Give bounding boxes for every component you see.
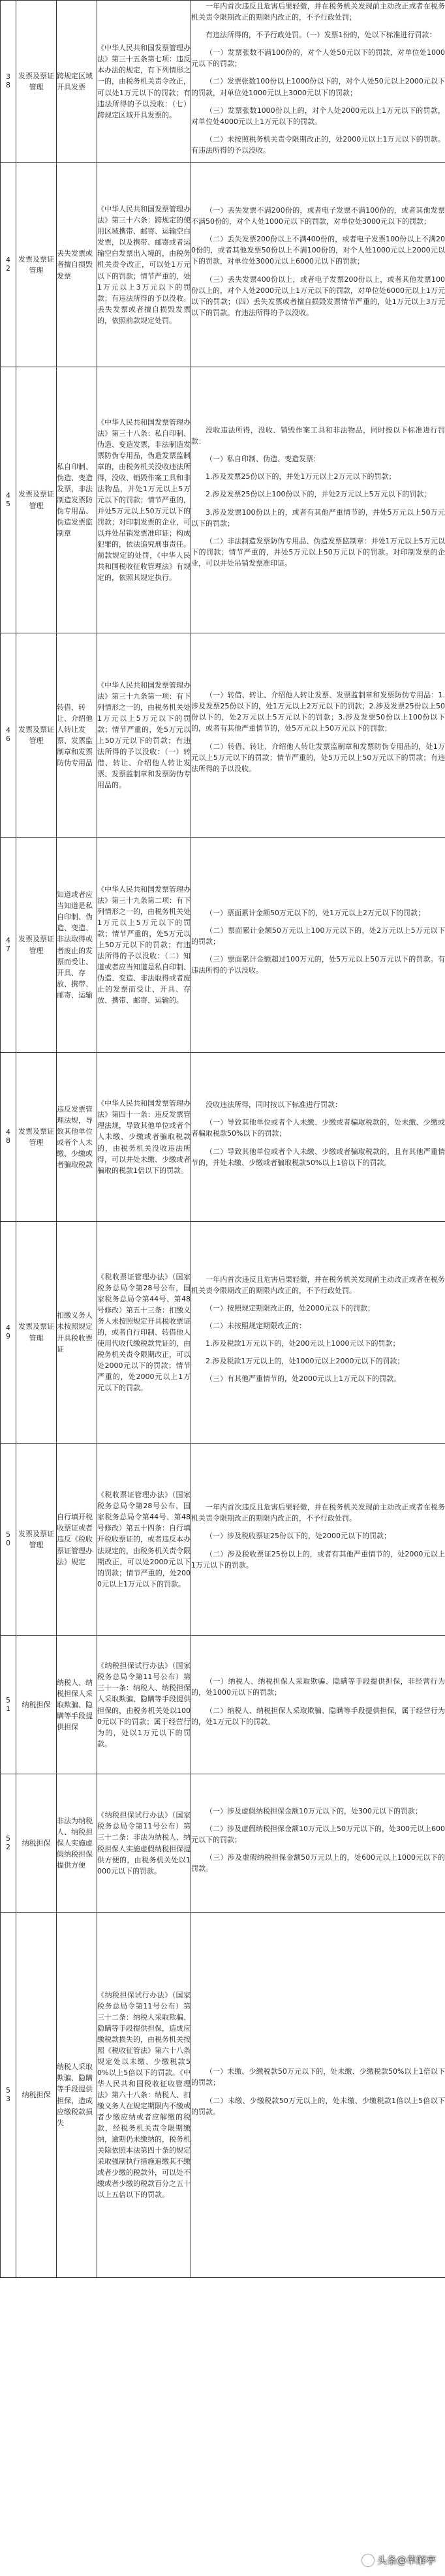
legal-basis-text: 《中华人民共和国发票管理办法》第三十八条：私自印制、伪造、变造发票，非法制造发票防伪专用品，伪造发票监制章的，由税务机关没收违法所得，没收、销毁作案工具和非法物品，并处1万元以上5万元以下的罚款；情节严重的，并处5万元以上50万元以下的罚款；对印制发票的企业，可以并处吊销发票准印证；构成犯罪的，依法追究刑事责任。前款规定的处罚，《中华人民共和国税收征收管理法》有规定的，依照其规定执行。: [97, 417, 191, 583]
table-body: [1, 1, 445, 2278]
row-number: [1, 727, 16, 743]
standard-paragraph: 3.涉及发票100份以上的，或者有其他严重情节的，并处5万元以上50万元以下的罚款；: [191, 508, 445, 528]
standard-paragraph: 一年内首次违反且危害后果轻微，并在税务机关发现前主动改正或者在税务机关责令限期改正的期限内改正的，不予行政处罚。: [191, 1503, 445, 1523]
row-number-digit: 8: [6, 81, 10, 89]
legal-basis-cell: [97, 1, 191, 163]
table-row: [1, 1444, 445, 1636]
legal-basis-cell: [97, 367, 191, 633]
standard-paragraph: （一）私自印制、伪造、变造发票：: [206, 455, 320, 464]
legal-basis-cell: [97, 838, 191, 1053]
violation-cell: 自行填开税收票证或者违反《税收票证管理办法》规定: [57, 1444, 97, 1636]
standard-paragraph: （一）票面累计金额50万元以下的，处1万元以上2万元以下的罚款；: [206, 908, 425, 917]
row-number: [1, 256, 16, 273]
legal-basis-text: 《中华人民共和国发票管理办法》第三十九条第二项：有下列情形之一的，由税务机关处1万元以上5万元以下的罚款；情节严重的，处5万元以上50万元以下的罚款；有违法所得的予以没收：（二）知道或者应当知道是私自印制、伪造、变造、非法取得或者废止的发票而受让、开具、存放、携带、邮寄、运输的。: [97, 885, 191, 1005]
violation-cell: 知道或者应当知道是私自印制、伪造、变造、非法取得或者废止的发票而受让、开具、存放、携带、邮寄、运输: [57, 838, 97, 1053]
row-number-cell: [1, 1774, 16, 1913]
row-number-cell: [1, 1053, 16, 1222]
legal-basis-text: 《中华人民共和国发票管理办法》第三十九条第一项：有下列情形之一的，由税务机关处1万元以上5万元以下的罚款；情节严重的，处5万元以上50万元以下的罚款；有违法所得的予以没收：（一）转借、转让、介绍他人转让发票、发票监制章和发票防伪专用品的。: [97, 680, 191, 790]
legal-basis-text: 《中华人民共和国发票管理办法》第四十一条：违反发票管理法规，导致其他单位或者个人未缴、少缴或者骗取税款的，由税务机关没收违法所得，可以并处未缴、少缴或者骗取的税款1倍以下的罚款。: [97, 1099, 191, 1175]
type-cell: 纳税担保: [16, 1636, 57, 1774]
standard-paragraph: （一）涉及税收票证25份以下的，处2000元以下的罚款；: [206, 1532, 391, 1541]
standard-paragraph: 没收违法所得，同时按以下标准进行罚款：: [206, 1100, 342, 1110]
row-number-cell: [1, 367, 16, 633]
table-row: [1, 838, 445, 1053]
standard-paragraph: （二）非法制造发票防伪专用品、伪造发票监制章：并处1万元以上5万元以下的罚款；情节严重的，并处5万元以上50万元以下的罚款。对印制发票的企业，可以并处吊销发票准印证。: [191, 536, 445, 568]
row-number-digit: 4: [6, 1323, 10, 1332]
violation-cell: 丢失发票或者擅自损毁发票: [57, 163, 97, 367]
watermark-text: 头条@草解亭: [376, 2554, 436, 2566]
standard-paragraph: 一年内首次违反且危害后果轻微，并在税务机关发现前主动改正或者在税务机关责令限期改正的期限内改正的，不予行政处罚；: [191, 2, 445, 22]
standard-paragraph: 1.涉及发票25份以下的，并处1万元以上2万元以下的罚款；: [206, 472, 396, 481]
type-cell: 纳税担保: [16, 1774, 57, 1913]
standard-cell: [191, 1053, 445, 1222]
row-number-digit: 4: [6, 726, 10, 735]
row-number-digit: 4: [6, 491, 10, 500]
table-row: [1, 163, 445, 367]
standard-paragraph: 一年内首次违反且危害后果轻微，并在税务机关发现前主动改正或者在税务机关责令限期改正的期限内改正的，不予行政处罚。: [191, 1275, 445, 1295]
table-row: [1, 1913, 445, 2278]
row-number-digit: 4: [6, 1128, 10, 1137]
violation-cell: 纳税人、纳税担保人采取欺骗、隐瞒等手段提供担保: [57, 1636, 97, 1774]
table-row: [1, 1, 445, 163]
standard-paragraph: 1.涉及税款1万元以下的，处200元以上1000元以下的罚款；: [206, 1339, 400, 1348]
legal-basis-text: 《税收票证管理办法》（国家税务总局令第28号公布，国家税务总局令第44号、第48号修改）第五十四条：自行填开税收票证的，或者违反本办法规定的，由税务机关责令限期改正，可以处2000元以下的罚款；情节严重的，处2000元以上1万元以下的罚款。: [97, 1491, 191, 1588]
legal-basis-text: 《中华人民共和国发票管理办法》第三十五条第七项：违反本办法的规定，有下列情形之一的，由税务机关责令改正，可以处1万元以下的罚款；有违法所得的予以没收：（七）跨规定区域开具发票的。: [97, 44, 191, 119]
row-number-digit: 5: [6, 1834, 10, 1843]
row-number-digit: 2: [6, 1842, 10, 1851]
standard-paragraph: （一）转借、转让、介绍他人转让发票、发票监制章和发票防伪专用品：1.涉及发票25份以下的，处1万元以上2万元以下的罚款；2.涉及发票25份以上50份以下的，处2万元以上5万元以下的罚款；3.涉及发票50份以上100份以下的，或者有其他严重情节的，处5万元以上50万元以下的罚款；: [191, 691, 445, 733]
standard-paragraph: 没收违法所得，没收、销毁作案工具和非法物品，同时按以下标准进行罚款：: [191, 426, 445, 446]
standard-paragraph: （二）未缴、少缴税款50万元以上的，处未缴、少缴税款1倍以上5倍以下的罚款。: [191, 2096, 445, 2116]
standard-paragraph: （一）未缴、少缴税款50万元以下的，处未缴、少缴税款50%以上1倍以下的罚款；: [191, 2067, 445, 2087]
row-number: [1, 73, 16, 89]
standard-cell: [191, 633, 445, 838]
row-number: [1, 2087, 16, 2103]
row-number-digit: 7: [6, 944, 10, 953]
type-cell: 纳税担保: [16, 1913, 57, 2278]
standard-paragraph: （三）有其他严重情节的，处2000元以上1万元以下的罚款。: [206, 1374, 401, 1384]
row-number-cell: [1, 633, 16, 838]
row-number-digit: 6: [6, 735, 10, 743]
standard-cell: [191, 1444, 445, 1636]
row-number-digit: 5: [6, 2085, 10, 2095]
watermark: [362, 2553, 436, 2567]
legal-basis-cell: [97, 1913, 191, 2278]
table-row: [1, 1774, 445, 1913]
standard-paragraph: （二）丢失发票200份以上不满400份的，或者电子发票100份以上不满200份的，或者其他发票50份以上不满100份的，对个人处1000元以上2000元以下的罚款，对单位处3000元以上6000元以下的罚款；: [191, 235, 445, 266]
standard-paragraph: （一）丢失发票不满200份的，或者电子发票不满100份的，或者其他发票不满50份的，对个人处1000元以下的罚款，对单位处3000元以下的罚款；: [191, 206, 445, 226]
legal-basis-text: 《纳税担保试行办法》（国家税务总局令第11号公布）第三十一条：纳税人、纳税担保人采取欺骗、隐瞒等手段提供担保的，由税务机关处以1000元以下的罚款；属于经营行为的，处以1万元以下的罚款。: [97, 1661, 191, 1748]
table-row: [1, 1636, 445, 1774]
row-number-cell: [1, 1222, 16, 1444]
row-number-digit: 5: [6, 499, 10, 508]
row-number: [1, 1531, 16, 1547]
violation-cell: 转借、转让、介绍他人转让发票、发票监制章和发票防伪专用品: [57, 633, 97, 838]
legal-basis-cell: [97, 163, 191, 367]
standard-cell: [191, 838, 445, 1053]
table-row: [1, 633, 445, 838]
standard-paragraph: （二）未按照规定期限改正的：: [206, 1321, 306, 1330]
violation-cell: 私自印制、伪造、变造发票，非法制造发票防伪专用品、伪造发票监制章: [57, 367, 97, 633]
violation-cell: 违反发票管理法规，导致其他单位或者个人未缴、少缴或者骗取税款: [57, 1053, 97, 1222]
standard-cell: [191, 1636, 445, 1774]
standard-paragraph: 2.涉及税款1万元以上的，处1000元以上2000元以下的罚款；: [206, 1357, 405, 1366]
standard-paragraph: （一）导致其他单位或者个人未缴、少缴或者骗取税款的，处未缴、少缴或者骗取税款50%以下的罚款；: [191, 1118, 445, 1138]
table-row: [1, 367, 445, 633]
legal-basis-cell: [97, 1774, 191, 1913]
row-number: [1, 937, 16, 953]
type-cell: 发票及票证管理: [16, 1444, 57, 1636]
row-number-cell: [1, 1444, 16, 1636]
standard-paragraph: （二）发票张数100份以上1000份以下的，对个人处50元以上2000元以下的罚款，对单位处1000元以上3000元以下的罚款；: [191, 77, 445, 97]
row-number: [1, 1835, 16, 1851]
standard-paragraph: （一）按照规定期限改正的，处2000元以下的罚款；: [206, 1303, 375, 1312]
legal-basis-cell: [97, 1444, 191, 1636]
violation-cell: 非法为纳税人、纳税担保人实施虚假纳税担保提供方便: [57, 1774, 97, 1913]
row-number-digit: 0: [6, 1539, 10, 1547]
row-number-digit: 3: [6, 72, 10, 82]
row-number-digit: 5: [6, 1695, 10, 1705]
row-number-digit: 4: [6, 935, 10, 945]
standard-paragraph: （二）未按照税务机关责令限期改正的，处2000元以上1万元以下的罚款。有违法所得的予以没收。: [191, 134, 445, 155]
standard-paragraph: （二）票面累计金额50万元以上100万元以下的，处2万元以上5万元以下的罚款；: [191, 926, 445, 946]
standard-cell: [191, 367, 445, 633]
violation-cell: 跨规定区域开具发票: [57, 1, 97, 163]
legal-basis-text: 《纳税担保试行办法》（国家税务总局令第11号公布）第三十二条：非法为纳税人、纳税担保人实施虚假纳税担保提供方便的，由税务机关处以1000元以下的罚款。: [97, 1811, 191, 1875]
standard-cell: [191, 1222, 445, 1444]
standard-paragraph: （二）导致其他单位或者个人未缴、少缴或者骗取税款的，且有其他严重情节的，并处未缴、少缴或者骗取税款50%以上1倍以下的罚款。: [191, 1147, 445, 1167]
standard-paragraph: （三）丢失发票400份以上，或者电子发票200份以上，或者其他发票100份以上的，对个人处2000元以上1万元以下的罚款，对单位处6000元以上1万元以下的罚款；（四）丢失发票或者擅自损毁发票情节严重的，处1万元以上3万元以下的罚款。有违法所得的予以没收。: [191, 275, 445, 317]
type-cell: 发票及票证管理: [16, 838, 57, 1053]
type-cell: 发票及票证管理: [16, 163, 57, 367]
standard-paragraph: （二）纳税人、纳税担保人采取欺骗、隐瞒等手段提供担保，属于经营行为的，处1万元以下的罚款。: [191, 1706, 445, 1726]
standard-paragraph: （一）纳税人、纳税担保人采取欺骗、隐瞒等手段提供担保，非经营行为的，处1000元以下的罚款；: [191, 1677, 445, 1697]
violation-cell: 扣缴义务人未按照规定开具税收票证: [57, 1222, 97, 1444]
legal-basis-text: 《中华人民共和国发票管理办法》第三十六条：跨规定的使用区域携带、邮寄、运输空白发票，以及携带、邮寄或者运输空白发票出入境的，由税务机关责令改正，可以处1万元以下的罚款；情节严重的，处1万元以上3万元以下的罚款；有违法所得的予以没收。丢失发票或者擅自损毁发票的，依照前款规定处罚。: [97, 205, 191, 325]
legal-basis-text: 《税收票证管理办法》（国家税务总局令第28号公布，国家税务总局令第44号、第48号修改）第五十三条：扣缴义务人未按照规定开具税收票证的，或者自行印制、转借他人使用代收代缴税款凭证的，由税务机关责令限期改正，可以处2000元以下的罚款；情节严重的，处2000元以上1万元以下的罚款。: [97, 1272, 191, 1393]
type-cell: 发票及票证管理: [16, 1, 57, 163]
type-cell: 发票及票证管理: [16, 1053, 57, 1222]
row-number: [1, 1697, 16, 1713]
legal-basis-cell: [97, 633, 191, 838]
standard-paragraph: （二）涉及税收票证25份以上的，或者有其他严重情节的，处2000元以上1万元以下的罚款。: [191, 1549, 445, 1569]
row-number-digit: 1: [6, 1704, 10, 1713]
standard-paragraph: （三）票面累计金额超过100万元的，处5万元以上50万元以下的罚款。有违法所得的予以没收。: [191, 955, 445, 975]
row-number-cell: [1, 163, 16, 367]
row-number-digit: 9: [6, 1331, 10, 1341]
standard-paragraph: （一）发票张数不满100份的，对个人处50元以下的罚款，对单位处1000元以下的罚款；: [191, 48, 445, 68]
row-number: [1, 1324, 16, 1341]
row-number-cell: [1, 1636, 16, 1774]
standard-paragraph: （一）涉及虚假纳税担保金额10万元以下的，处300元以下的罚款；: [206, 1806, 422, 1815]
standard-paragraph: （二）涉及虚假纳税担保金额10万元以上50万元以下的，处300元以上600元以下的罚款；: [191, 1824, 445, 1844]
standard-cell: [191, 1913, 445, 2278]
row-number-digit: 8: [6, 1136, 10, 1145]
row-number-cell: [1, 1913, 16, 2278]
row-number-digit: 3: [6, 2094, 10, 2103]
legal-basis-cell: [97, 1222, 191, 1444]
standard-paragraph: 2.涉及发票25份以上100份以下的，并处2万元以上5万元以下的罚款；: [206, 490, 431, 499]
legal-basis-text: 《纳税担保试行办法》（国家税务总局令第11号公布）第三十二条：纳税人采取欺骗、隐瞒等手段提供担保，造成应缴税款损失的，由税务机关按照《税收征管法》第六十八条规定处以未缴、少缴税款50%以上5倍以下的罚款。《中华人民共和国税收征收管理法》第六十八条：纳税人、扣缴义务人在规定期限内不缴或者少缴应纳或者应解缴的税款，经税务机关责令限期缴纳，逾期仍未缴纳的，税务机关除依照本法第四十条的规定采取强制执行措施追缴其不缴或者少缴的税款外，可以处不缴或者少缴的税款百分之五十以上五倍以下的罚款。: [97, 1990, 191, 2200]
type-cell: 发票及票证管理: [16, 1222, 57, 1444]
row-number-digit: 5: [6, 1530, 10, 1539]
standard-paragraph: 有违法所得的，不予行政处罚。（一）发票1份的，处以下标准进行罚款：: [206, 31, 437, 40]
row-number: [1, 1129, 16, 1145]
violation-cell: 纳税人采取欺骗、隐瞒等手段提供担保，造成应缴税款损失: [57, 1913, 97, 2278]
standard-cell: [191, 1, 445, 163]
row-number: [1, 492, 16, 508]
standard-paragraph: （二）转借、转让、介绍他人转让发票监制章和发票防伪专用品的，处1万元以上5万元以下的罚款；情节严重的，处5万元以上50万元以下的罚款；有违法所得的予以没收。: [191, 742, 445, 773]
type-cell: 发票及票证管理: [16, 367, 57, 633]
row-number-cell: [1, 838, 16, 1053]
standard-cell: [191, 1774, 445, 1913]
watermark-logo-icon: [362, 2554, 374, 2566]
row-number-digit: 4: [6, 256, 10, 265]
type-cell: 发票及票证管理: [16, 633, 57, 838]
legal-basis-cell: [97, 1636, 191, 1774]
row-number-cell: [1, 1, 16, 163]
standard-paragraph: （三）发票张数1000份以上的，对个人处2000元以上1万元以下的罚款，对单位处4000元以上1万元以下的罚款。: [191, 106, 445, 126]
standard-paragraph: （三）涉及虚假纳税担保金额50万元以上的，处600元以上1000元以下的罚款。: [191, 1853, 445, 1873]
table-row: [1, 1222, 445, 1444]
legal-basis-cell: [97, 1053, 191, 1222]
row-number-digit: 2: [6, 264, 10, 273]
table-row: [1, 1053, 445, 1222]
standard-cell: [191, 163, 445, 367]
